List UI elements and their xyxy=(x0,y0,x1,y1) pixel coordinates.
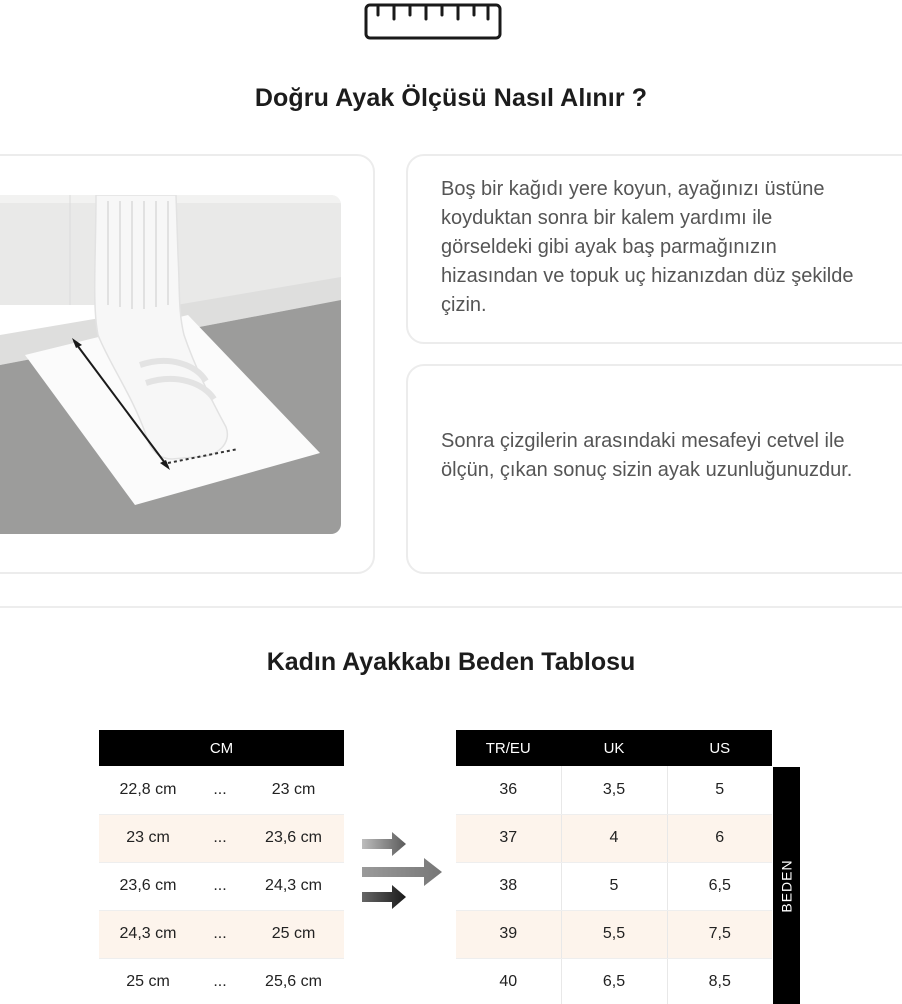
table-row xyxy=(456,958,772,1004)
table-row xyxy=(456,862,772,910)
section-divider xyxy=(0,606,902,608)
table-row xyxy=(456,910,772,958)
cm-sep: ... xyxy=(197,814,243,862)
table-row xyxy=(99,814,344,862)
cm-sep: ... xyxy=(197,958,243,1004)
size-us: 8,5 xyxy=(667,958,772,1004)
size-uk: 3,5 xyxy=(561,766,667,814)
table-row xyxy=(99,910,344,958)
header-tr-eu: TR/EU xyxy=(456,730,561,766)
table-row xyxy=(456,766,772,814)
cm-to: 23,6 cm xyxy=(243,814,344,862)
size-tr-eu: 37 xyxy=(456,814,561,862)
beden-side-label xyxy=(773,767,800,1004)
cm-to: 24,3 cm xyxy=(243,862,344,910)
instruction-step-2: Sonra çizgilerin arasındaki mesafeyi cetvel ile ölçün, çıkan sonuç sizin ayak uzunluğunuzdur. xyxy=(441,430,853,481)
page-title: Doğru Ayak Ölçüsü Nasıl Alınır ? xyxy=(254,84,648,112)
size-us: 7,5 xyxy=(667,910,772,958)
cm-from: 25 cm xyxy=(99,958,197,1004)
table-row xyxy=(99,766,344,814)
size-uk: 6,5 xyxy=(561,958,667,1004)
size-us: 6 xyxy=(667,814,772,862)
size-uk: 5,5 xyxy=(561,910,667,958)
cm-header: CM xyxy=(99,730,344,766)
cm-from: 23,6 cm xyxy=(99,862,197,910)
table-row xyxy=(99,958,344,1004)
cm-from: 23 cm xyxy=(99,814,197,862)
beden-label-text: BEDEN xyxy=(778,858,795,913)
size-tr-eu: 40 xyxy=(456,958,561,1004)
size-tr-eu: 39 xyxy=(456,910,561,958)
cm-from: 24,3 cm xyxy=(99,910,197,958)
ruler-icon xyxy=(364,3,502,40)
cm-sep: ... xyxy=(197,766,243,814)
cm-table xyxy=(99,730,344,1004)
cm-sep: ... xyxy=(197,862,243,910)
instruction-step-1: Boş bir kağıdı yere koyun, ayağınızı üstüne koyduktan sonra bir kalem yardımı ile görseldeki gibi ayak baş parmağınızın hizasından ve topuk uç hizanızdan düz şekilde çizin. xyxy=(441,178,854,316)
cm-to: 25 cm xyxy=(243,910,344,958)
size-us: 5 xyxy=(667,766,772,814)
table-row xyxy=(99,862,344,910)
size-tr-eu: 36 xyxy=(456,766,561,814)
foot-measure-illustration xyxy=(0,195,341,534)
cm-to: 23 cm xyxy=(243,766,344,814)
size-table-title: Kadın Ayakkabı Beden Tablosu xyxy=(266,648,636,676)
size-us: 6,5 xyxy=(667,862,772,910)
size-table xyxy=(456,730,772,1004)
header-us: US xyxy=(667,730,772,766)
header-uk: UK xyxy=(561,730,667,766)
arrows-right-icon xyxy=(360,830,445,910)
table-row xyxy=(456,814,772,862)
cm-to: 25,6 cm xyxy=(243,958,344,1004)
size-uk: 4 xyxy=(561,814,667,862)
size-tr-eu: 38 xyxy=(456,862,561,910)
cm-sep: ... xyxy=(197,910,243,958)
size-uk: 5 xyxy=(561,862,667,910)
cm-from: 22,8 cm xyxy=(99,766,197,814)
